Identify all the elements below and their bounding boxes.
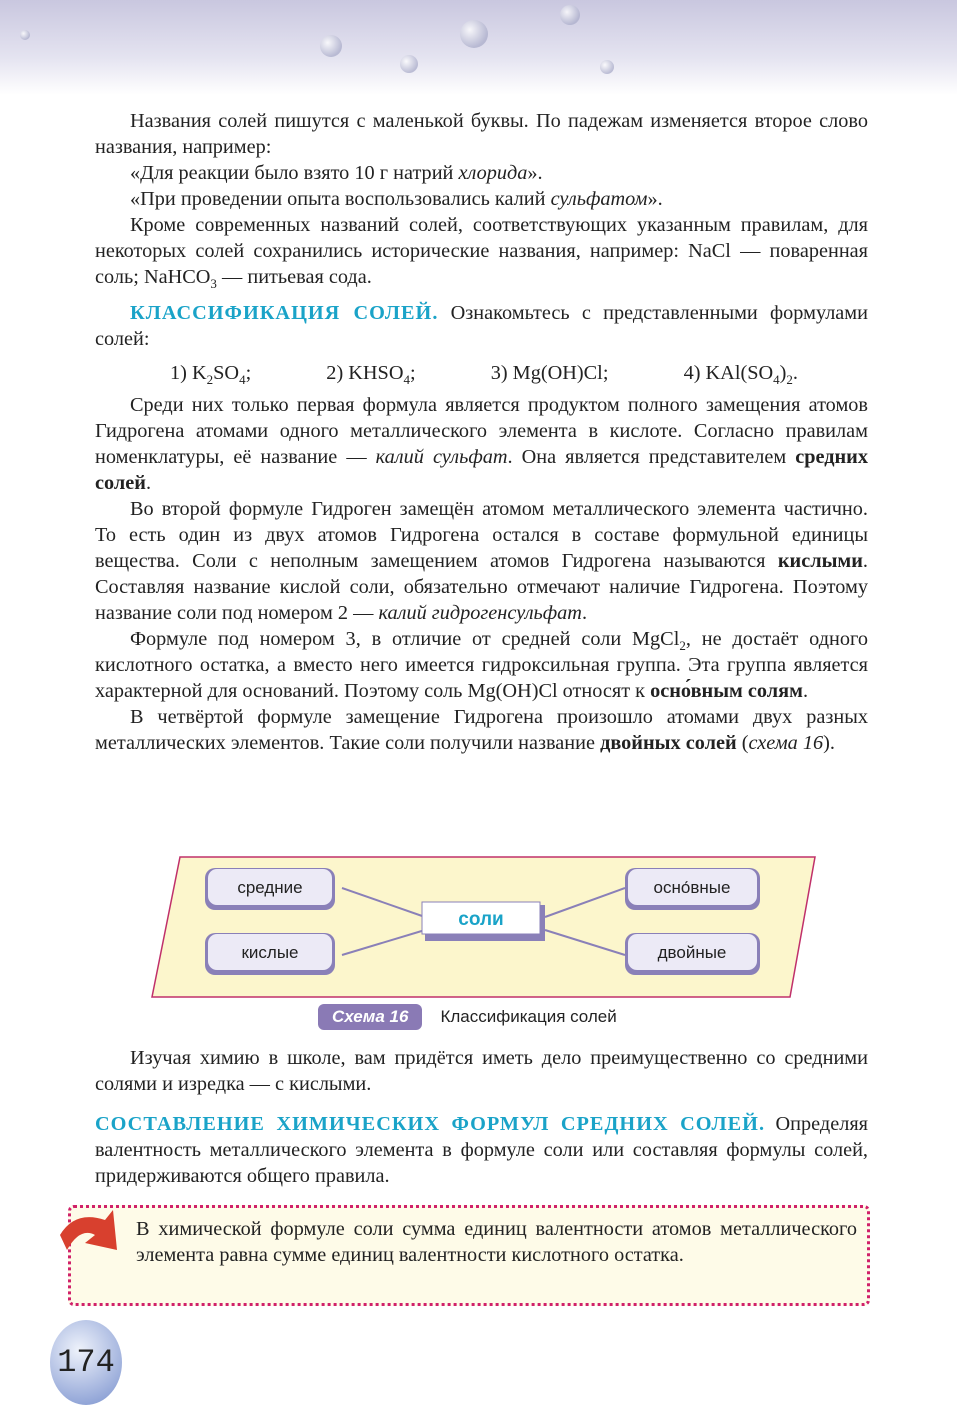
text-segment: 2) KHSO [326,362,404,384]
section-heading: СОСТАВЛЕНИЕ ХИМИЧЕСКИХ ФОРМУЛ СРЕДНИХ СОЛЕЙ. [95,1113,766,1135]
salt-classification-diagram [150,855,820,1005]
text-segment: 4 [239,372,246,388]
text-segment: Кроме современных названий солей, соответствующих указанным правилам, для некоторых солей сохранились исторические названия, например: NaCl — поваренная соль; NaHCO [95,214,868,288]
formula [491,360,609,386]
caption-text: Классификация солей [440,1007,617,1026]
text-segment: В четвёртой формуле замещение Гидрогена произошло атомами двух разных металлических элементов. Такие соли получили название [95,706,868,754]
text-segment: Определяя валентность металлического элемента в формуле соли или составляя формулы солей, придерживаются общего правила. [95,1113,868,1187]
scheme-badge: Схема 16 [318,1004,422,1030]
text-segment: 3 [210,276,217,292]
text-segment: 3) Mg(OH)Cl; [490,362,609,384]
text-segment: Названия солей пишутся с маленькой буквы. По падежам изменяется второе слово названия, например: [95,110,868,158]
text-segment: калий сульфат [375,446,508,468]
text-segment: ». [527,162,543,184]
label-double-salts: двойные [657,943,727,962]
paragraph [95,496,868,626]
label-basic-salts: осно́вные [653,878,731,897]
arrow-icon [55,1205,125,1275]
paragraph [95,704,868,756]
text-segment: ; [245,362,252,384]
label-salts: соли [458,909,504,930]
text-segment: Во второй формуле Гидроген замещён атомом металлического элемента частично. То есть один из двух атомов Гидрогена остался в составе формульной единицы вещества. Соли с неполным замещением атомов Гидрогена называются [95,498,868,572]
paragraph [95,392,868,496]
text-segment: . [145,472,152,494]
paragraph [95,186,868,212]
text-segment: , не достаёт одного кислотного остатка, а вместо него имеется гидроксильная группа. Эта группа является характерной для оснований. Поэтому соль Mg(OH)Cl относят к [95,628,868,702]
text-segment: кислыми [777,550,863,572]
text-segment: 2 [679,638,686,654]
paragraph [95,160,868,186]
text-segment: 4 [773,372,780,388]
text-segment: ». [647,188,663,210]
paragraph [95,1045,868,1097]
formula [326,360,415,386]
text-segment: двойных солей [600,732,737,754]
paragraph [95,108,868,160]
formula-list [95,360,868,386]
text-segment: . [792,362,798,384]
text-segment: — питьевая сода. [216,266,372,288]
text-segment: осно́вным солям [650,680,803,702]
text-segment: Ознакомьтесь с представленными формулами солей: [95,302,868,350]
body-text-after-diagram [95,1045,868,1189]
formula [684,360,798,386]
page-number: 174 [50,1320,122,1405]
text-segment: хлорида [458,162,528,184]
text-segment: ) [779,362,787,384]
text-segment: 1) K [170,362,207,384]
text-segment: ). [823,732,835,754]
text-segment: ( [736,732,749,754]
text-segment: . [802,680,809,702]
text-segment: ; [409,362,416,384]
text-segment: средних солей [95,446,868,494]
section-heading: КЛАССИФИКАЦИЯ СОЛЕЙ. [130,302,439,324]
text-segment: сульфатом [550,188,648,210]
paragraph [95,1111,868,1189]
text-segment: Среди них только первая формула является продуктом полного замещения атомов Гидрогена атомами одного металлического элемента в кислоте. Согласно правилам номенклатуры, её название — [95,394,868,468]
text-segment: Изучая химию в школе, вам придётся иметь дело преимущественно со средними солями и изредка — с кислыми. [95,1047,868,1095]
text-segment: 4) KAl(SO [683,362,774,384]
text-segment: калий гидрогенсульфат [378,602,582,624]
label-medium-salts: средние [237,878,303,897]
text-segment: 2 [206,372,214,388]
body-text [95,108,868,756]
diagram-caption [318,1004,617,1030]
formula [170,360,251,386]
text-segment: . [581,602,588,624]
paragraph [95,626,868,704]
text-segment: . Она является представителем [507,446,796,468]
text-segment: «При проведении опыта воспользовались калий [130,188,551,210]
text-segment: схема 16 [748,732,824,754]
rule-box [68,1205,870,1306]
text-segment: . Составляя название кислой соли, обязательно отмечают наличие Гидрогена. Поэтому название соли под номером 2 — [95,550,868,624]
text-segment: Формуле под номером 3, в отличие от средней соли MgCl [130,628,680,650]
text-segment: 4 [403,372,410,388]
text-segment: «Для реакции было взято 10 г натрий [130,162,459,184]
page-header-decoration [0,0,957,95]
paragraph [95,212,868,290]
rule-text: В химической формуле соли сумма единиц валентности атомов металлического элемента равна сумме единиц валентности кислотного остатка. [136,1218,857,1266]
text-segment: 2 [786,372,793,388]
text-segment: SO [213,362,240,384]
paragraph [95,300,868,352]
label-acid-salts: кислые [241,943,299,962]
